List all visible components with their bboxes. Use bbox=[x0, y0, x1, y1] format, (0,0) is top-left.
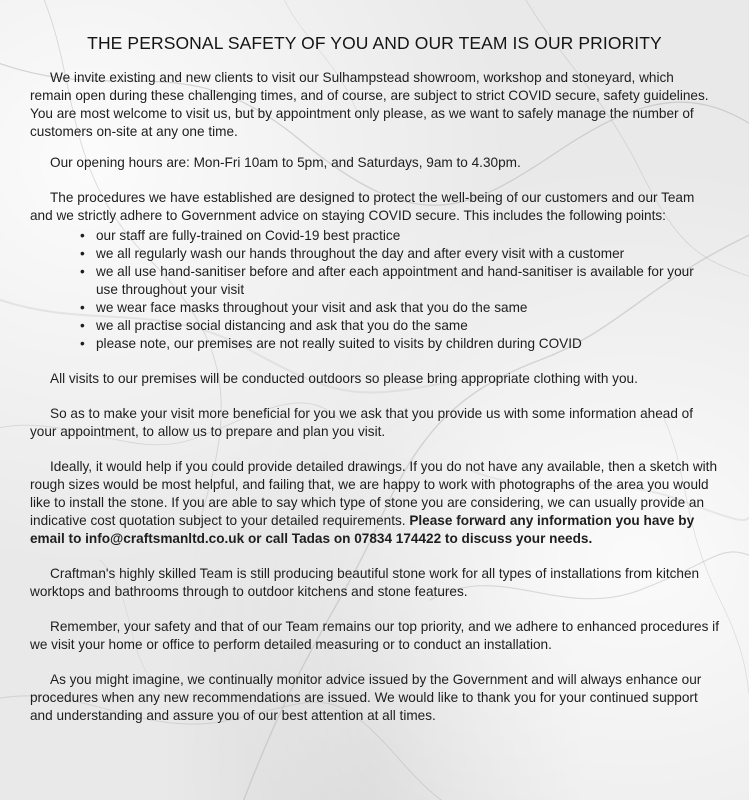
list-item: • we all practise social distancing and ask that you do the same bbox=[80, 317, 716, 335]
list-item: • we wear face masks throughout your visit and ask that you do the same bbox=[80, 299, 716, 317]
team-production-paragraph: Craftman's highly skilled Team is still producing beautiful stone work for all types of installations from kitchen worktops and bathrooms through to outdoor kitchens and stone features. bbox=[30, 566, 700, 599]
intro-paragraph: We invite existing and new clients to visit our Sulhampstead showroom, workshop and stoneyard, which remain open during these challenging times, and of course, are subject to strict COVID secure, safety guidelines. You are most welcome to visit us, but by appointment only please, as we want to safely manage the number of customers on-site at any one time. bbox=[30, 70, 709, 139]
list-item: • we all use hand-sanitiser before and after each appointment and hand-sanitiser is available for your use throughout your visit bbox=[80, 263, 716, 299]
notice-content bbox=[0, 33, 749, 725]
opening-hours: Our opening hours are: Mon-Fri 10am to 5pm, and Saturdays, 9am to 4.30pm. bbox=[50, 155, 521, 170]
list-item: • please note, our premises are not really suited to visits by children during COVID bbox=[80, 335, 716, 353]
page-title: THE PERSONAL SAFETY OF YOU AND OUR TEAM IS OUR PRIORITY bbox=[87, 33, 662, 53]
list-item: • our staff are fully-trained on Covid-19 best practice bbox=[80, 227, 716, 245]
outdoors-notice: All visits to our premises will be conducted outdoors so please bring appropriate clothing with you. bbox=[50, 371, 638, 386]
info-request-paragraph: So as to make your visit more beneficial for you we ask that you provide us with some information ahead of your appointment, to allow us to prepare and plan you visit. bbox=[30, 406, 694, 439]
safety-points-list bbox=[30, 227, 719, 353]
list-item: • we all regularly wash our hands throughout the day and after every visit with a customer bbox=[80, 245, 716, 263]
contact-call-to-action: Please forward any information you have by email to info@craftsmanltd.co.uk or call Tadas on 07834 174422 to discuss your needs. bbox=[30, 513, 695, 546]
closing-paragraph: As you might imagine, we continually monitor advice issued by the Government and will always enhance our procedures when any new recommendations are issued. We would like to thank you for your continued support and understanding and assure you of our best attention at all times. bbox=[30, 672, 702, 723]
drawings-paragraph bbox=[30, 458, 719, 548]
safety-reminder-paragraph: Remember, your safety and that of our Team remains our top priority, and we adhere to enhanced procedures if we visit your home or office to perform detailed measuring or to conduct an installation. bbox=[30, 619, 719, 652]
drawings-text: Ideally, it would help if you could provide detailed drawings. If you do not have any available, then a sketch with rough sizes would be most helpful, and failing that, we are happy to work with photographs of the area you would like to install the stone. If you are able to say which type of stone you are considering, we can usually provide an indicative cost quotation subject to your detailed requirements. bbox=[30, 459, 718, 528]
procedures-intro: The procedures we have established are designed to protect the well-being of our customers and our Team and we strictly adhere to Government advice on staying COVID secure. This includes the following points: bbox=[30, 190, 695, 223]
